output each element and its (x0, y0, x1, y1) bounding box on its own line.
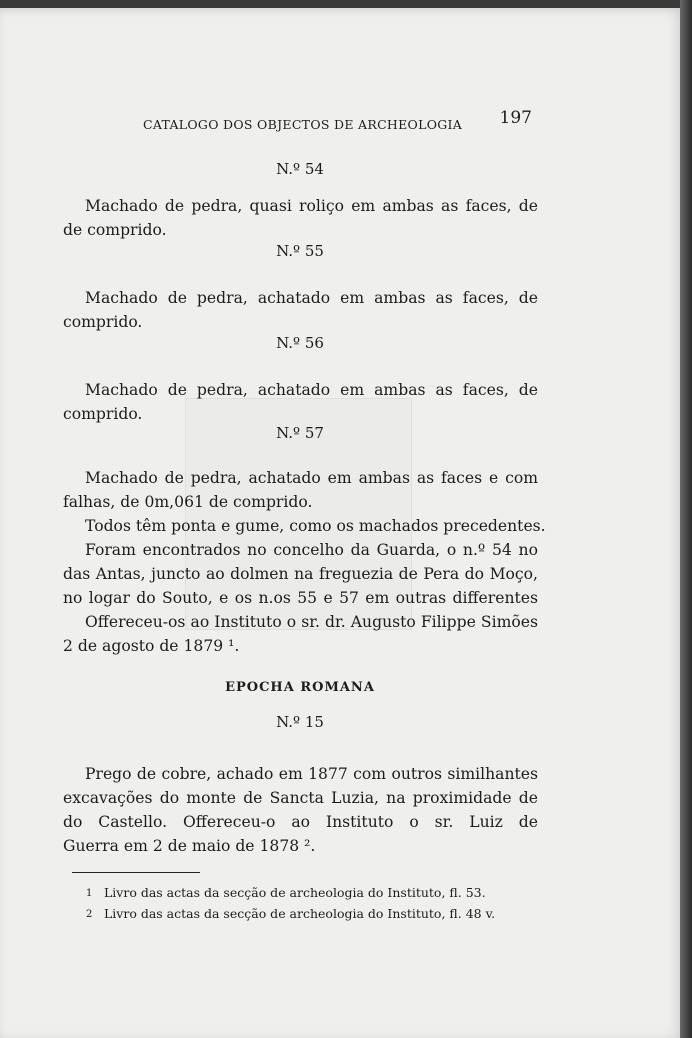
entry-55-line-2: comprido. (63, 313, 143, 331)
footnote-rule (72, 872, 200, 873)
entry-heading-56: N.º 56 (276, 334, 324, 352)
entry-heading-54: N.º 54 (276, 160, 324, 178)
footnote-1-text: Livro das actas da secção de archeologia do Instituto, fl. 53. (104, 885, 486, 900)
section-line-3: do Castello. Offereceu-o ao Instituto o sr. Luiz de (63, 813, 538, 831)
section-title: EPOCHA ROMANA (225, 680, 375, 695)
entry-57-line-2: falhas, de 0m,061 de comprido. (63, 493, 313, 511)
footnote-2-mark: 2 (86, 909, 93, 920)
footnote-2 (86, 906, 495, 923)
body-line-1: Todos têm ponta e gume, como os machados precedentes. (85, 517, 546, 535)
page-header (143, 108, 537, 134)
running-title: CATALOGO DOS OBJECTOS DE ARCHEOLOGIA (143, 117, 463, 132)
entry-heading-55: N.º 55 (276, 242, 324, 260)
body-line-3: das Antas, juncto ao dolmen na freguezia de Pera do Moço, (63, 565, 538, 583)
body-line-5: Offereceu-os ao Instituto o sr. dr. Augusto Filippe Simões (85, 613, 538, 631)
page-edge-shadow (680, 0, 692, 1038)
section-line-4: Guerra em 2 de maio de 1878 ². (63, 837, 316, 855)
body-line-6: 2 de agosto de 1879 ¹. (63, 637, 240, 655)
entry-54-line-2: de comprido. (63, 221, 167, 239)
section-line-1: Prego de cobre, achado em 1877 com outros similhantes (85, 765, 538, 783)
entry-56-line-2: comprido. (63, 405, 143, 423)
entry-54-line-1: Machado de pedra, quasi roliço em ambas as faces, de (85, 197, 538, 215)
entry-55-line-1: Machado de pedra, achatado em ambas as faces, de (85, 289, 538, 307)
entry-56-line-1: Machado de pedra, achatado em ambas as faces, de (85, 381, 538, 399)
book-page (0, 8, 680, 1038)
body-line-4: no logar do Souto, e os n.os 55 e 57 em outras differentes (63, 589, 538, 607)
footnote-1 (86, 885, 486, 902)
entry-57-line-1: Machado de pedra, achatado em ambas as faces e com (85, 469, 538, 487)
section-entry-heading: N.º 15 (276, 713, 324, 731)
page-number: 197 (499, 108, 532, 128)
footnote-1-mark: 1 (86, 888, 93, 899)
entry-heading-57: N.º 57 (276, 424, 324, 442)
body-line-2: Foram encontrados no concelho da Guarda, o n.º 54 no (85, 541, 538, 559)
section-line-2: excavações do monte de Sancta Luzia, na proximidade de (63, 789, 538, 807)
footnote-2-text: Livro das actas da secção de archeologia do Instituto, fl. 48 v. (104, 906, 496, 921)
